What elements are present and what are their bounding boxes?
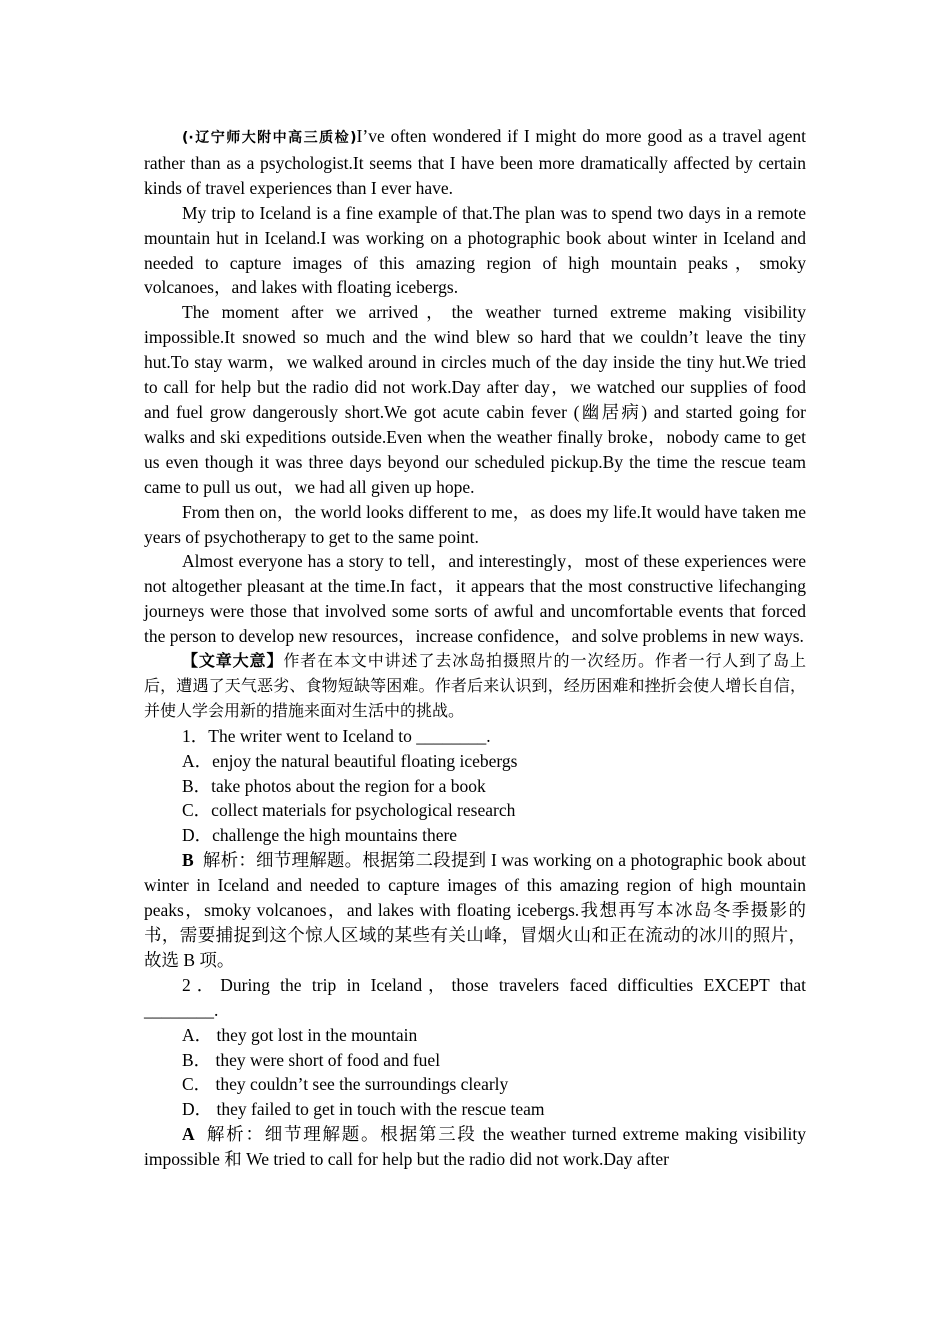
paragraph-3: The moment after we arrived，the weather turned extreme making visibility impossible.It snowed so much and the wind blew so hard that we couldn’t leave the tiny hut.To stay warm，we walked around in circles much of the day inside the tiny hut.We tried to call for help but the radio did not work.Day after day，we watched our supplies of food and fuel grow dangerously short.We got acute cabin fever (幽居病) and started going for walks and ski expeditions outside.Even when the weather finally broke，nobody came to get us even though it was three days beyond our scheduled pickup.By the time the rescue team came to pull us out，we had all given up hope.	[144, 302, 806, 497]
summary-label: 【文章大意】	[182, 651, 284, 671]
question-2-analysis	[144, 1122, 806, 1172]
question-2-option-a: A． they got lost in the mountain	[182, 1024, 418, 1045]
paragraph-4: From then on，the world looks different to me，as does my life.It would have taken me years of psychotherapy to get to the same point.	[144, 501, 806, 547]
paragraph-1	[144, 124, 806, 201]
question-1-option-a: A．enjoy the natural beautiful floating icebergs	[182, 750, 518, 771]
paragraph-2: My trip to Iceland is a fine example of that.The plan was to spend two days in a remote mountain hut in Iceland.I was working on a photographic book about winter in Iceland and needed to capture images of this amazing region of high mountain peaks，smoky volcanoes，and lakes with floating icebergs.	[144, 202, 806, 298]
question-1-option-b: B．take photos about the region for a book	[182, 775, 486, 796]
question-2-option-d: D． they failed to get in touch with the rescue team	[182, 1099, 545, 1120]
question-1-option-d: D．challenge the high mountains there	[182, 825, 458, 846]
document-page	[144, 124, 806, 1172]
paragraph-5: Almost everyone has a story to tell，and interestingly，most of these experiences were not altogether pleasant at the time.In fact，it appears that the most constructive lifechanging journeys were those that involved some sorts of awful and uncomfortable events that forced the person to develop new resources，increase confidence，and solve problems in new ways.	[144, 551, 806, 647]
paragraph-1-text: I’ve often wondered if I might do more good as a travel agent rather than as a psychologist.It seems that I have been more dramatically affected by certain kinds of travel experiences than I ever have.	[144, 126, 806, 198]
question-2-answer: A	[182, 1124, 195, 1145]
question-2-option-b: B． they were short of food and fuel	[182, 1049, 441, 1070]
source-note: (·辽宁师大附中高三质检)	[182, 130, 357, 146]
question-1-option-c: C．collect materials for psychological research	[182, 800, 516, 821]
question-1-analysis-text: 解析：细节理解题。根据第二段提到 I was working on a photographic book about winter in Iceland and needed to capture images of this amazing region of high mountain peaks，smoky volcanoes，and lakes with floating icebergs.我想再写本冰岛冬季摄影的书，需要捕捉到这个惊人区域的某些有关山峰，冒烟火山和正在流动的冰川的照片，故选 B 项。	[144, 850, 807, 970]
question-2-stem: 2．During the trip in Iceland，those travelers faced difficulties EXCEPT that ________.	[144, 974, 806, 1020]
question-1-stem: 1．The writer went to Iceland to ________.	[182, 725, 491, 746]
summary-text: 作者在本文中讲述了去冰岛拍摄照片的一次经历。作者一行人到了岛上后，遭遇了天气恶劣、食物短缺等困难。作者后来认识到，经历困难和挫折会使人增长自信，并使人学会用新的措施来面对生活中的挑战。	[144, 651, 806, 720]
question-1-analysis	[144, 848, 806, 973]
summary	[144, 649, 806, 724]
question-1-answer: B	[182, 850, 194, 871]
question-2-option-c: C． they couldn’t see the surroundings clearly	[182, 1074, 509, 1095]
question-2-analysis-text: 解析：细节理解题。根据第三段 the weather turned extreme making visibility impossible 和 We tried to call for help but the radio did not work.Day after	[144, 1124, 806, 1170]
